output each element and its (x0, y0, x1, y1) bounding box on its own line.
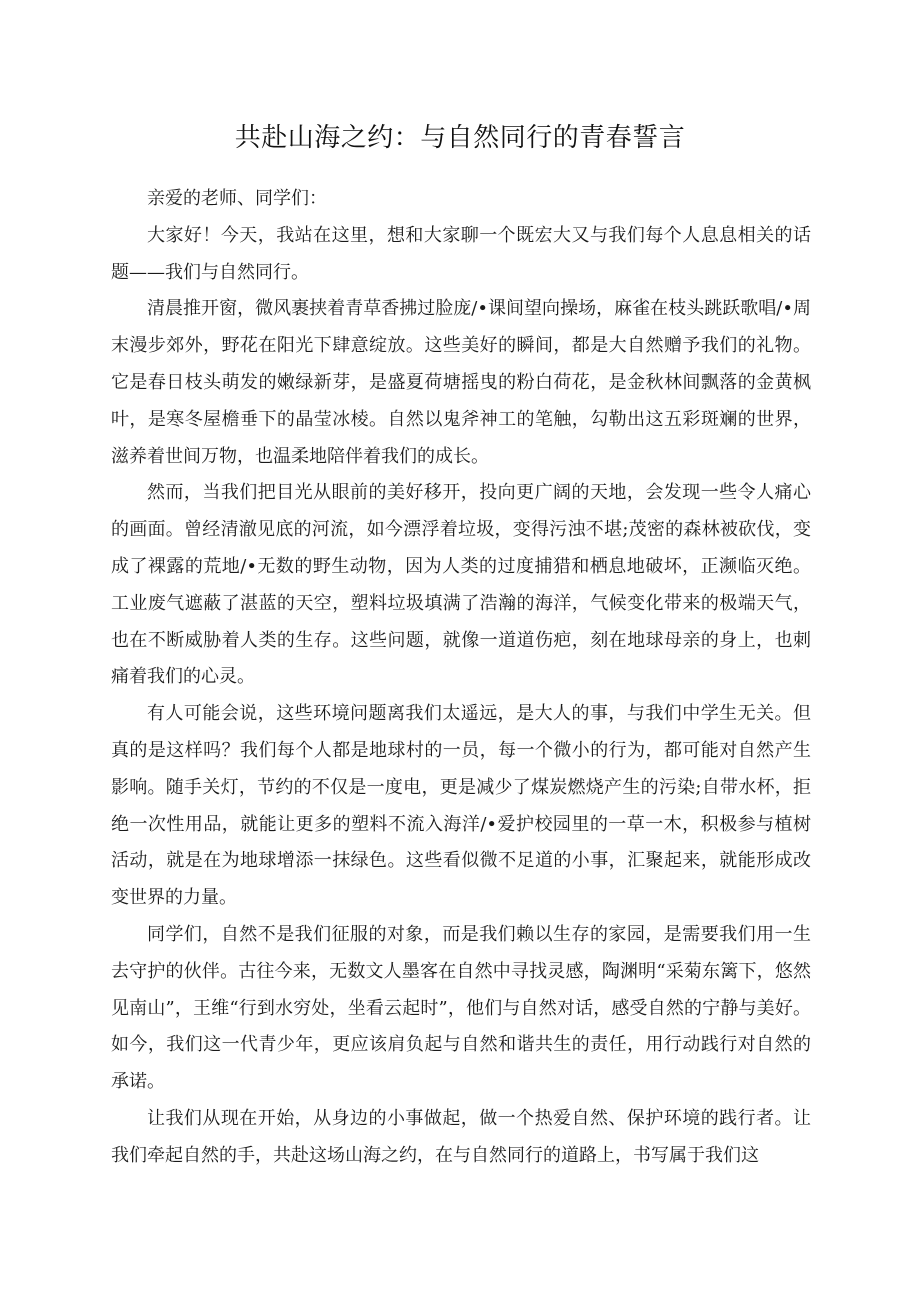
harmony-paragraph: 同学们，自然不是我们征服的对象，而是我们赖以生存的家园，是需要我们用一生去守护的伙伴。古往今来，无数文人墨客在自然中寻找灵感，陶渊明“采菊东篱下，悠然见南山”，王维“行到水穷处，坐看云起时”，他们与自然对话，感受自然的宁静与美好。如今，我们这一代青少年，更应该肩负起与自然和谐共生的责任，用行动践行对自然的承诺。 (111, 923, 811, 1093)
environmental-problems-paragraph: 然而，当我们把目光从眼前的美好移开，投向更广阔的天地，会发现一些令人痛心的画面。曾经清澈见底的河流，如今漂浮着垃圾，变得污浊不堪;茂密的森林被砍伐，变成了裸露的荒地/•无数的野生动物，因为人类的过度捕猎和栖息地破坏，正濒临灭绝。工业废气遮蔽了湛蓝的天空，塑料垃圾填满了浩瀚的海洋，气候变化带来的极端天气，也在不断威胁着人类的生存。这些问题，就像一道道伤疤，刻在地球母亲的身上，也刺痛着我们的心灵。 (111, 482, 811, 688)
call-to-action-paragraph: 让我们从现在开始，从身边的小事做起，做一个热爱自然、保护环境的践行者。让我们牵起自然的手，共赴这场山海之约，在与自然同行的道路上，书写属于我们这 (111, 1107, 811, 1166)
salutation-paragraph: 亲爱的老师、同学们： (147, 188, 327, 209)
greeting-paragraph: 大家好！今天，我站在这里，想和大家聊一个既宏大又与我们每个人息息相关的话题——我们与自然同行。 (111, 224, 811, 283)
nature-beauty-paragraph: 清晨推开窗，微风裹挟着青草香拂过脸庞/•课间望向操场，麻雀在枝头跳跃歌唱/•周末漫步郊外，野花在阳光下肆意绽放。这些美好的瞬间，都是大自然赠予我们的礼物。它是春日枝头萌发的嫩绿新芽，是盛夏荷塘摇曳的粉白荷花，是金秋林间飘落的金黄枫叶，是寒冬屋檐垂下的晶莹冰棱。自然以鬼斧神工的笔触，勾勒出这五彩斑斓的世界，滋养着世间万物，也温柔地陪伴着我们的成长。 (111, 298, 811, 467)
document-body (111, 181, 811, 1175)
document-title: 共赴山海之约：与自然同行的青春誓言 (234, 123, 686, 153)
small-actions-paragraph: 有人可能会说，这些环境问题离我们太遥远，是大人的事，与我们中学生无关。但真的是这样吗？我们每个人都是地球村的一员，每一个微小的行为，都可能对自然产生影响。随手关灯，节约的不仅是一度电，更是减少了煤炭燃烧产生的污染;自带水杯，拒绝一次性用品，就能让更多的塑料不流入海洋/•爱护校园里的一草一木，积极参与植树活动，就是在为地球增添一抹绿色。这些看似微不足道的小事，汇聚起来，就能形成改变世界的力量。 (111, 703, 811, 909)
